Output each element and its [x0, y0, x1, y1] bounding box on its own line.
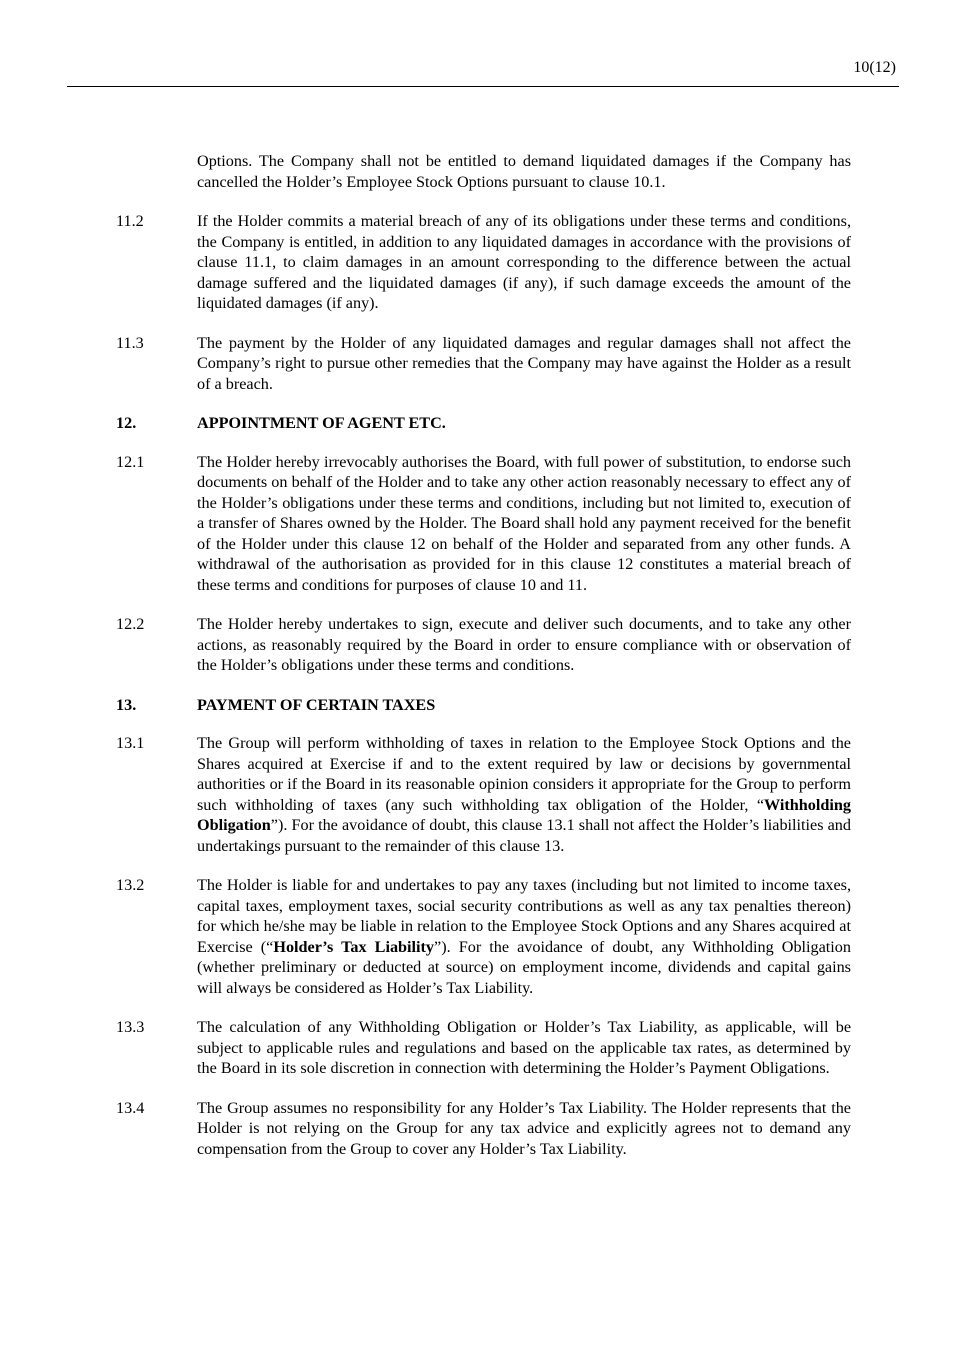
clause-text	[197, 733, 851, 856]
clause-13-2	[116, 875, 851, 998]
clause-number: 12.2	[116, 615, 145, 633]
clause-text: The payment by the Holder of any liquidated damages and regular damages shall not affect the Company’s right to pursue other remedies that the Company may have against the Holder as a result of a breach.	[197, 333, 851, 393]
clause-number: 13.1	[116, 734, 145, 752]
header-rule	[67, 86, 899, 87]
page-number: 10(12)	[853, 59, 896, 76]
section-heading-13	[116, 695, 851, 716]
clause-11-2	[116, 211, 851, 314]
clause-text: The calculation of any Withholding Obligation or Holder’s Tax Liability, as applicable, will be subject to applicable rules and regulations and based on the applicable tax rates, as determined by the Board in its sole discretion in connection with determining the Holder’s Payment Obligations.	[197, 1018, 851, 1077]
clause-number: 11.2	[116, 212, 144, 230]
clause-text-part: The Group will perform withholding of taxes in relation to the Employee Stock Options and the Shares acquired at Exercise if and to the extent required by law or decisions by governmental authorities or if the Board in its reasonable opinion considers it appropriate for the Group to perform such withholding of taxes (any such withholding tax obligation of the Holder, “	[197, 734, 851, 814]
clause-text	[197, 875, 851, 998]
clause-text-part: The Holder is liable for and undertakes to pay any taxes (including but not limited to income taxes, capital taxes, employment taxes, social security contributions as well as any tax penalties thereon) for which he/she may be liable in relation to the Employee Stock Options and any Shares acquired at Exercise (“	[197, 876, 851, 956]
clause-number: 13.4	[116, 1098, 145, 1117]
clause-number: 13.2	[116, 876, 145, 894]
clause-text: If the Holder commits a material breach of any of its obligations under these terms and conditions, the Company is entitled, in addition to any liquidated damages in accordance with the provisions of clause 11.1, to claim damages in an amount corresponding to the difference between the actual damage suffered and the liquidated damages (if any), if such damage exceeds the amount of the liquidated damages (if any).	[197, 212, 851, 312]
defined-term: Holder’s Tax Liability	[273, 937, 435, 956]
clause-13-4	[116, 1098, 851, 1160]
defined-term: Withholding Obligation	[197, 795, 851, 834]
clause-number	[116, 151, 197, 192]
clause-number: 12.1	[116, 452, 145, 471]
section-title: APPOINTMENT OF AGENT ETC.	[197, 414, 446, 432]
section-heading-12	[116, 413, 851, 434]
section-number: 12.	[116, 414, 137, 432]
clause-text: The Holder hereby undertakes to sign, execute and deliver such documents, and to take any other actions, as reasonably required by the Board in order to ensure compliance with or observation of the Holder’s obligations under these terms and conditions.	[197, 615, 851, 674]
clause-text: The Holder hereby irrevocably authorises the Board, with full power of substitution, to endorse such documents on behalf of the Holder and to take any other action reasonably necessary to effect any of the Holder’s obligations under these terms and conditions, including but not limited to, execution of a transfer of Shares owned by the Holder. The Board shall hold any payment received for the benefit of the Holder under this clause 12 on behalf of the Holder and separated from any other funds. A withdrawal of the authorisation as provided for in this clause 12 constitutes a material breach of these terms and conditions for purposes of clause 10 and 11.	[197, 452, 851, 594]
clause-12-1	[116, 452, 851, 596]
clause-text: Options. The Company shall not be entitled to demand liquidated damages if the Company has cancelled the Holder’s Employee Stock Options pursuant to clause 10.1.	[197, 152, 851, 191]
clause-13-1	[116, 733, 851, 856]
section-title: PAYMENT OF CERTAIN TAXES	[197, 695, 436, 714]
document-body	[116, 151, 851, 1178]
section-number: 13.	[116, 695, 137, 714]
clause-text-part: ”). For the avoidance of doubt, this clause 13.1 shall not affect the Holder’s liabilities and undertakings pursuant to the remainder of this clause 13.	[197, 816, 851, 855]
clause-12-2	[116, 614, 851, 676]
clause-number: 11.3	[116, 333, 144, 352]
clause-number: 13.3	[116, 1018, 145, 1036]
clause-text-part: ”). For the avoidance of doubt, any Withholding Obligation (whether preliminary or deducted at source) on employment income, dividends and capital gains will always be considered as Holder’s Tax Liability.	[197, 937, 851, 997]
clause-text: The Group assumes no responsibility for any Holder’s Tax Liability. The Holder represents that the Holder is not relying on the Group for any tax advice and explicitly agrees not to demand any compensation from the Group to cover any Holder’s Tax Liability.	[197, 1098, 851, 1158]
clause-13-3	[116, 1017, 851, 1079]
clause-11-3	[116, 333, 851, 395]
clause-continuation	[116, 151, 851, 192]
